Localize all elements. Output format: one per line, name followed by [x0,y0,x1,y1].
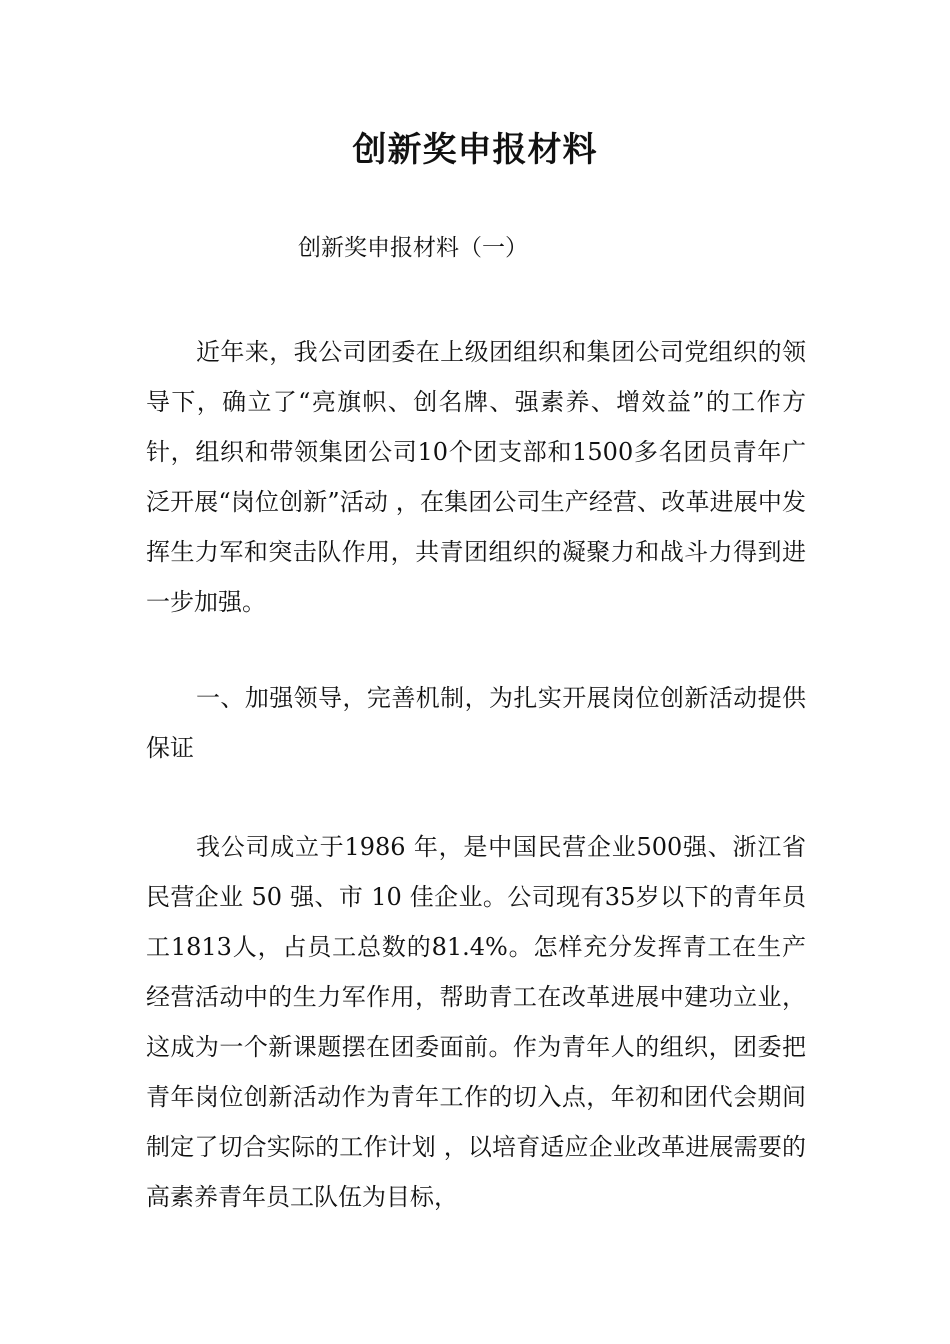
paragraph-intro: 近年来，我公司团委在上级团组织和集团公司党组织的领导下，确立了“亮旗帜、创名牌、强素养、增效益”的工作方针，组织和带领集团公司10个团支部和1500多名团员青年广泛开展“岗位创新”活动 ，在集团公司生产经营、改革进展中发挥生力军和突击队作用，共青团组织的凝聚力和战斗力得到进一步加强。 [146,338,806,616]
document-title: 创新奖申报材料 [352,130,598,170]
section-heading-1: 一、加强领导，完善机制，为扎实开展岗位创新活动提供保证 [146,684,806,762]
document-subtitle: 创新奖申报材料（一） [298,235,528,261]
paragraph-company-background: 我公司成立于1986 年，是中国民营企业500强、浙江省民营企业 50 强、市 10 佳企业。公司现有35岁以下的青年员工1813人，占员工总数的81.4%。怎样充分发挥青工在生产经营活动中的生力军作用，帮助青工在改革进展中建功立业，这成为一个新课题摆在团委面前。作为青年人的组织，团委把青年岗位创新活动作为青年工作的切入点，年初和团代会期间制定了切合实际的工作计划 ，以培育适应企业改革进展需要的高素养青年员工队伍为目标， [146,833,806,1211]
